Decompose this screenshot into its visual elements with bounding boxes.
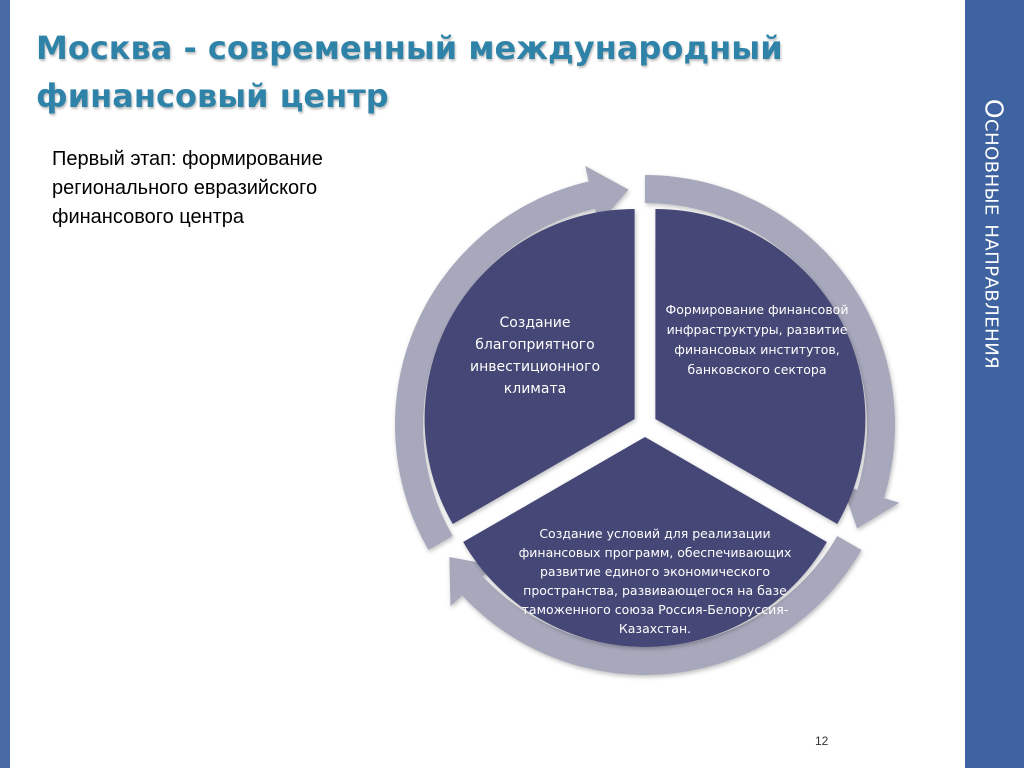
slide-subtitle: Первый этап: формирование регионального евразийского финансового центра (52, 148, 323, 228)
segment-label-economic-space: Создание условий для реализации финансовых программ, обеспечивающих развитие единого экономического пространства, развивающегося на базе таможенного союза Россия-Белоруссия-Казахстан. (518, 526, 792, 636)
page-number: 12 (815, 734, 829, 748)
segment-label-investment-climate: Создание благоприятного инвестиционного климата (469, 315, 601, 397)
slide-left-edge (0, 0, 10, 768)
cycle-diagram (370, 140, 930, 720)
slide-title: Москва - современный международный финансовый центр (36, 29, 783, 115)
segment-label-financial-infrastructure: Формирование финансовой инфраструктуры, развитие финансовых институтов, банковского сектора (665, 302, 849, 377)
side-label: Основные направления (979, 98, 1009, 370)
